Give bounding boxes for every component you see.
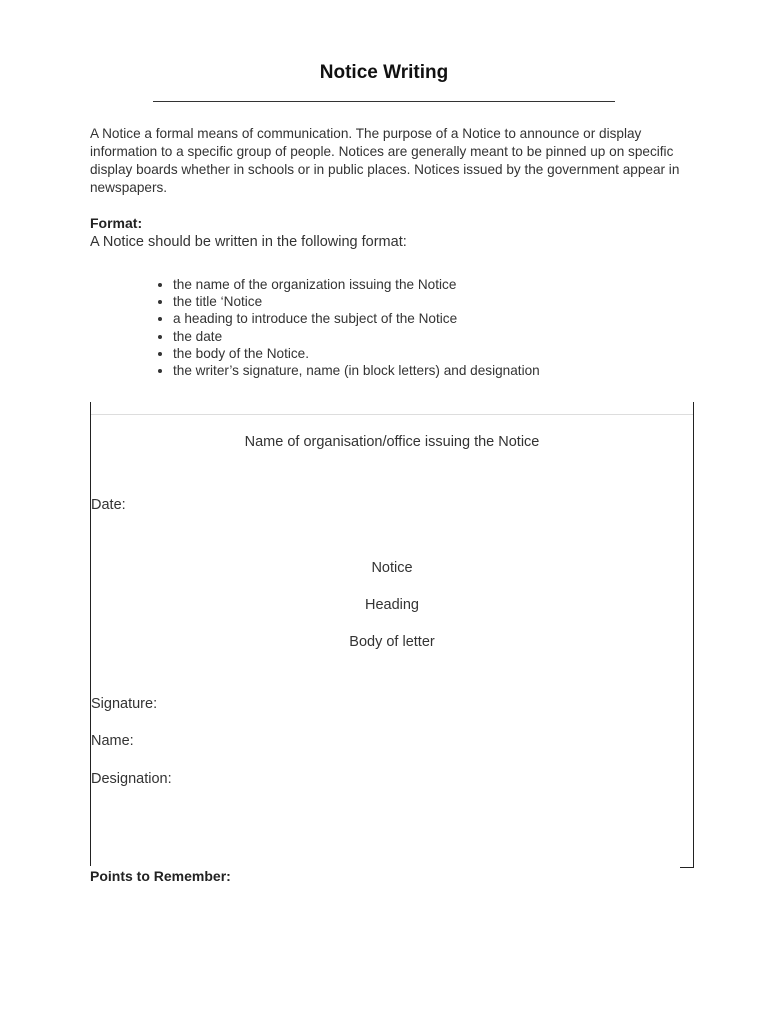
- title-underline: [153, 101, 615, 102]
- intro-paragraph: A Notice a formal means of communication. The purpose of a Notice to announce or display information to a specific group of people. Notices are generally meant to be pinned up on specific display boards whether in schools or in public places. Notices issued by the government appear in newspapers.: [90, 126, 680, 195]
- signature-label: Signature:: [91, 696, 158, 712]
- heading-label: Heading: [364, 597, 419, 613]
- box-bottom-border: [680, 867, 694, 868]
- format-list-item: • the body of the Notice.: [173, 345, 540, 362]
- notice-label: Notice: [371, 560, 413, 576]
- designation-label: Designation:: [91, 771, 172, 787]
- page-title: Notice Writing: [319, 62, 449, 83]
- format-intro-text: A Notice should be written in the following format:: [90, 234, 407, 250]
- format-list-item: • the name of the organization issuing the Notice: [173, 276, 540, 293]
- name-label: Name:: [91, 733, 134, 749]
- points-to-remember-heading: Points to Remember:: [90, 868, 231, 884]
- date-label: Date:: [91, 497, 126, 513]
- box-top-divider: [91, 414, 693, 415]
- organisation-name-line: Name of organisation/office issuing the Notice: [244, 434, 540, 450]
- body-label: Body of letter: [349, 634, 435, 650]
- format-list: [133, 276, 540, 379]
- format-list-item: • the title ‘Notice: [173, 293, 540, 310]
- format-heading: Format:: [90, 215, 143, 231]
- format-list-item: • the date: [173, 328, 540, 345]
- format-list-item: • a heading to introduce the subject of the Notice: [173, 310, 540, 327]
- notice-template-box: [90, 402, 694, 866]
- format-list-item: • the writer’s signature, name (in block letters) and designation: [173, 362, 540, 379]
